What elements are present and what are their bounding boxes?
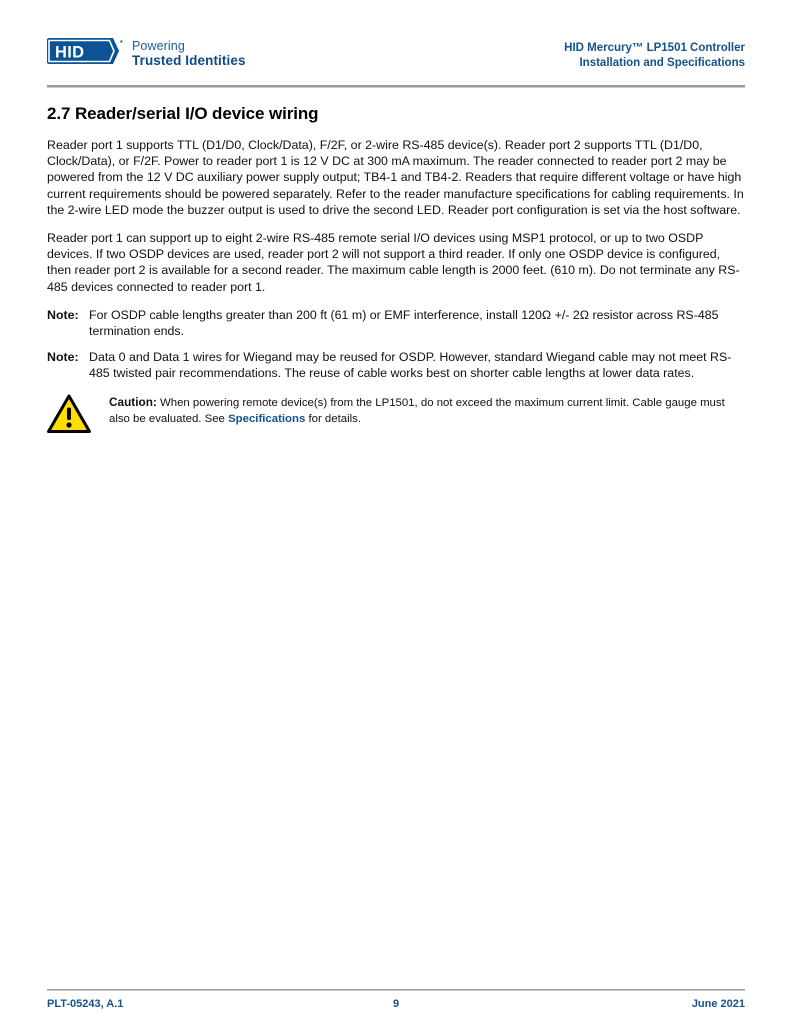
document-title-line-1: HID Mercury™ LP1501 Controller	[564, 42, 745, 54]
paragraph-2: Reader port 1 can support up to eight 2-wire RS-485 remote serial I/O devices using MSP1 protocol, or up to two OSDP devices. If two OSDP devices are used, reader port 2 will not support a third reader. If only one OSDP device is configured, then reader port 2 is available for a second reader. The maximum cable length is 2000 feet. (610 m). Do not terminate any RS-485 devices connected to reader port 1.	[47, 231, 740, 294]
note-block-2	[47, 349, 745, 381]
hid-logo	[47, 38, 124, 64]
brand-tagline	[132, 38, 246, 69]
caution-label: Caution:	[109, 394, 157, 409]
note-block-1	[47, 307, 745, 339]
footer-document-number: PLT-05243, A.1	[47, 998, 124, 1010]
footer-page-number: 9	[392, 998, 400, 1010]
specifications-link[interactable]: Specifications	[228, 412, 306, 425]
caution-text-before-link: When powering remote device(s) from the LP1501, do not exceed the maximum current limit. Cable gauge must also be evaluated. See	[109, 396, 725, 425]
page-header	[47, 0, 745, 76]
caution-text-wrapper	[91, 392, 745, 427]
caution-text-after-link: for details.	[305, 412, 362, 425]
brand-block	[47, 38, 246, 69]
svg-text:HID: HID	[55, 43, 85, 62]
footer-date: June 2021	[691, 998, 746, 1010]
note-label: Note:	[47, 307, 79, 322]
document-title-header	[564, 38, 745, 71]
note-text: For OSDP cable lengths greater than 200 ft (61 m) or EMF interference, install 120Ω +/- 2Ω resistor across RS-485 termination ends.	[89, 307, 719, 339]
svg-text:*: *	[120, 40, 123, 47]
caution-block	[47, 392, 745, 434]
section-heading: 2.7 Reader/serial I/O device wiring	[47, 104, 319, 123]
tagline-line-2: Trusted Identities	[132, 53, 246, 68]
page-footer	[47, 989, 745, 1010]
note-text: Data 0 and Data 1 wires for Wiegand may be reused for OSDP. However, standard Wiegand cable may not meet RS-485 twisted pair recommendations. The reuse of cable works best on shorter cable lengths at lower data rates.	[89, 350, 732, 381]
warning-triangle-icon	[47, 394, 91, 434]
footer-row	[47, 998, 745, 1010]
tagline-line-1: Powering	[132, 39, 185, 53]
page-content	[47, 88, 745, 434]
note-label: Note:	[47, 350, 79, 365]
paragraph-1: Reader port 1 supports TTL (D1/D0, Clock/Data), F/2F, or 2-wire RS-485 device(s). Reader port 2 supports TTL (D1/D0, Clock/Data), or F/2F. Power to reader port 1 is 12 V DC at 300 mA maximum. The reader connected to reader port 2 may be powered from the 12 V DC auxiliary power supply output; TB4-1 and TB4-2. Readers that require different voltage or have high current requirements should be powered separately. Refer to the reader manufacture specifications for cabling requirements. In the 2-wire LED mode the buzzer output is used to drive the second LED. Reader port configuration is set via the host software.	[47, 138, 744, 217]
footer-divider	[47, 989, 745, 991]
document-title-line-2: Installation and Specifications	[579, 57, 745, 69]
